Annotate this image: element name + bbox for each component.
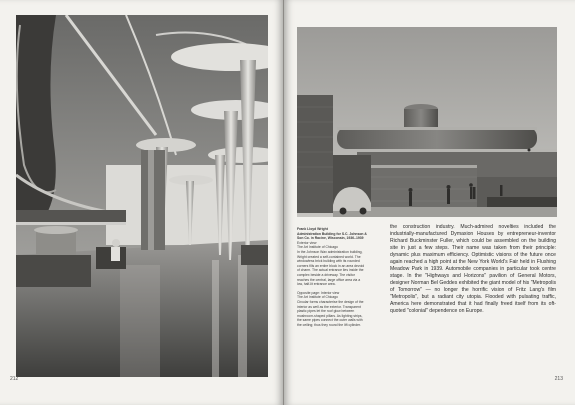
caption-line: In the Johnson Wax administration building, [297,249,363,254]
photo-caption [297,227,367,327]
caption-line: interior as well as the exterior. Transparent [297,304,361,309]
caption-line: The Art Institute of Chicago [297,245,338,250]
page-number-right: 213 [554,376,563,382]
caption-line: of charm. The actual entrance lies inside the [297,268,364,273]
caption-line: Circular forms characterise the design of the [297,299,364,304]
page-number-left: 212 [10,376,19,382]
left-page [0,0,283,405]
right-page [284,0,575,405]
caption-line: reaches the central, large office area via a [297,277,361,282]
body-text: the construction industry. Much-admired novelties included the industrially-manufactured Dymaxion Houses by entrepreneur-inventor Richard Buckminster Fuller, which could be assembled on the building site in just a few steps. Their name was taken from their principle: dynamic plus maximum efficiency. Optimistic visions of the future once again reached a high point at the New York World's Fair held in Flushing Meadow Park in 1939. Automobile companies in particular took centre stage. In the "Highways and Horizons" pavilion of General Motors, designer Norman Bel Geddes exhibited the giant model of his "Metropolis of Tomorrow" — no longer the horrific vision of Fritz Lang's film "Metropolis", but a radiant city utopia. Flooded with pulsating traffic, America here demonstrated that it had finally freed itself from its oft-quoted "colonial" dependence on Europe. [390,224,556,314]
caption-line: The Art Institute of Chicago [297,295,338,300]
caption-line: mushroom-shaped pillars. As lighting strips, [297,313,363,318]
caption-line: plastic pipes let the roof glow between [297,309,355,314]
caption-line: the ceiling; thus they round the lift cylinder. [297,322,361,327]
caption-line: the same pipes connect the outer walls with [297,318,363,323]
caption-title-line: Son Co. in Racine, Wisconsin, 1936–1939 [297,236,364,241]
exterior-photo-graphic [297,27,557,217]
caption-line: Opposite page: Interior view [297,290,340,295]
caption-line: low, half-lit entrance area. [297,282,336,287]
interior-photo-graphic [16,15,268,377]
caption-line: corners fills an entire block in an area devoid [297,263,365,268]
caption-title-line: Administration Building for S.C. Johnson & [297,231,367,236]
caption-line: Exterior view [297,240,317,245]
interior-photo [16,15,268,377]
caption-line: windowless brick building with its rounded [297,259,360,264]
caption-line: Wright created a self-contained world. The [297,254,361,259]
exterior-photo [297,27,557,217]
caption-line: complex beside a driveway. The visitor [297,272,355,277]
caption-title-line: Frank Lloyd Wright [297,227,328,231]
